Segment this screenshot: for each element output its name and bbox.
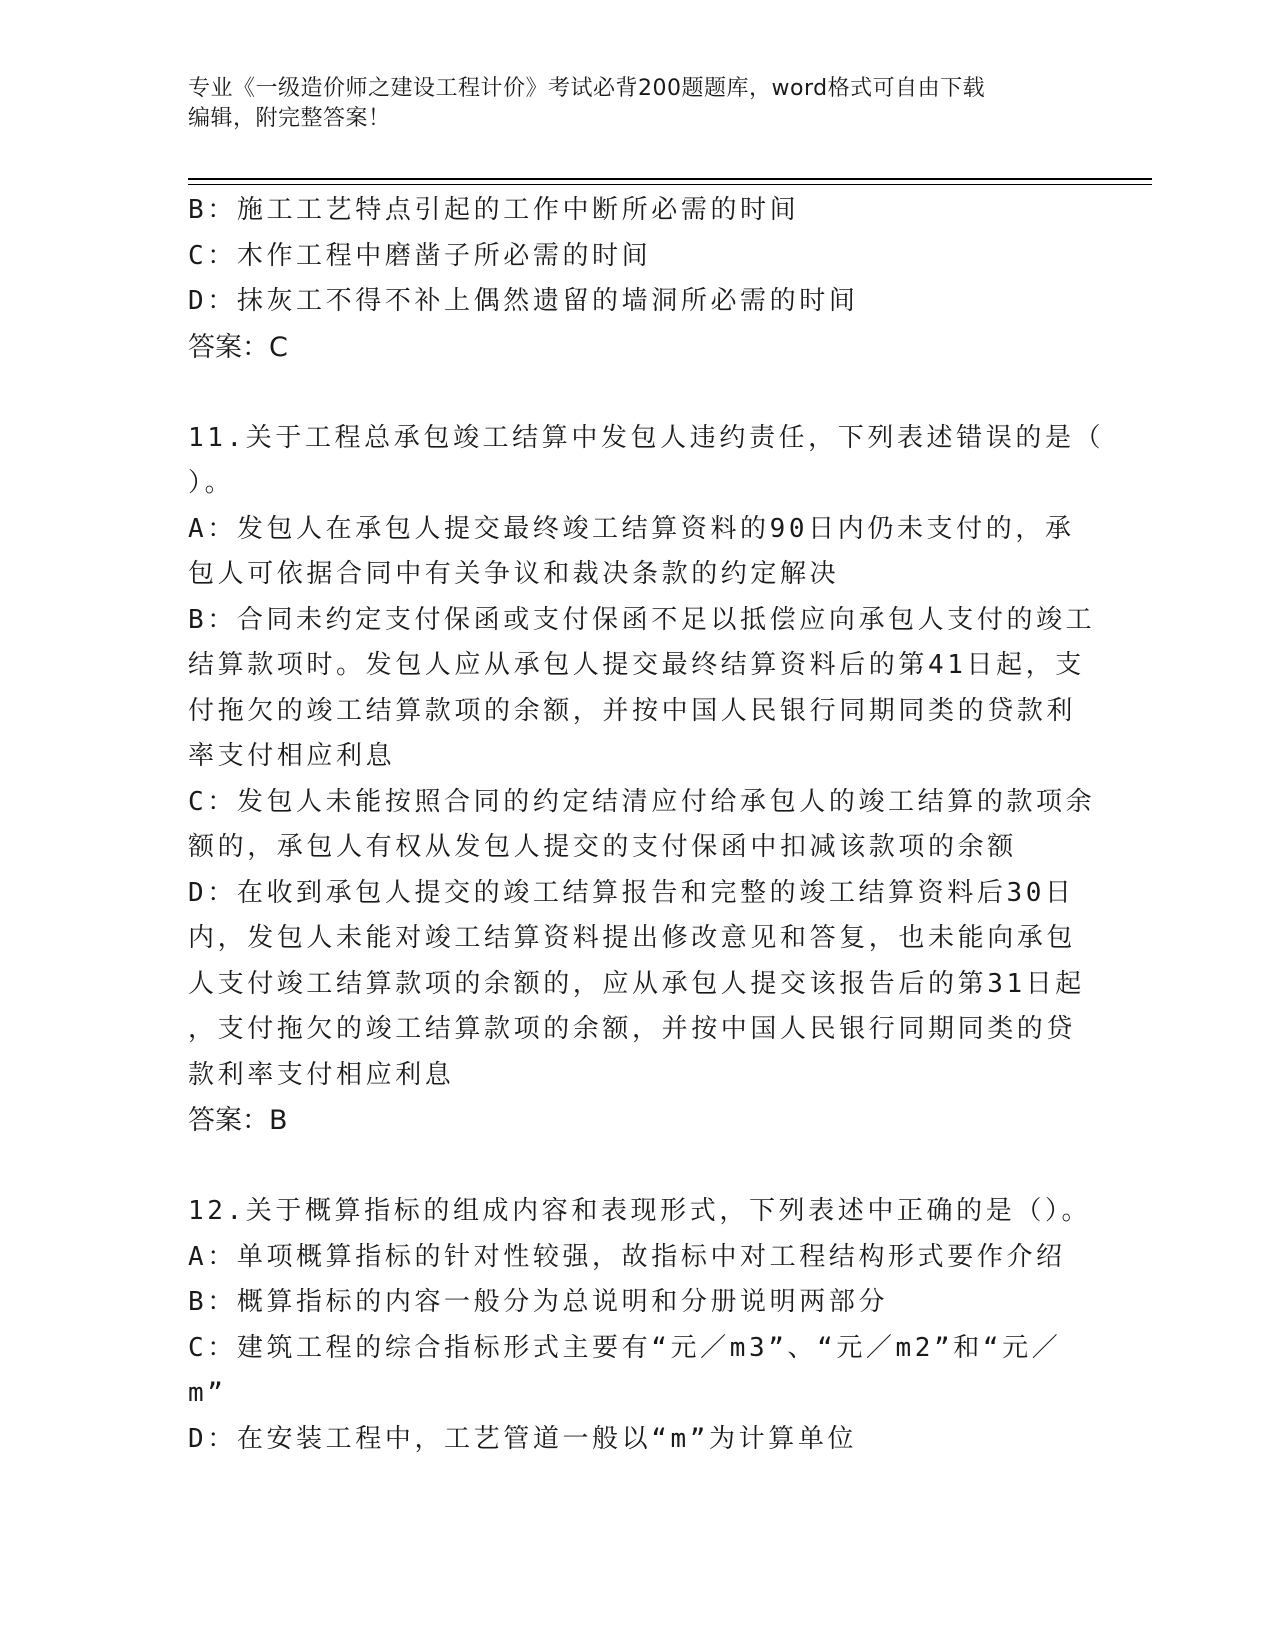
q11-option-d-line-3: 人支付竣工结算款项的余额的，应从承包人提交该报告后的第31日起 [188,968,1085,999]
header-title-line-1: 专业《一级造价师之建设工程计价》考试必背200题题库，word格式可自由下载 [188,76,986,101]
q11-option-b-line-4: 率支付相应利息 [188,741,396,771]
q11-option-c-line-1: C：发包人未能按照合同的约定结清应付给承包人的竣工结算的款项余 [188,786,1096,817]
header-rule-thick [188,178,1152,180]
q12-option-b: B：概算指标的内容一般分为总说明和分册说明两部分 [188,1287,889,1317]
q11-stem-line-1: 11.关于工程总承包竣工结算中发包人违约责任，下列表述错误的是（ [188,422,1105,453]
spacer [188,1144,1068,1190]
q12-option-a: A：单项概算指标的针对性较强，故指标中对工程结构形式要作介绍 [188,1241,1066,1272]
q12-option-d: D：在安装工程中，工艺管道一般以“m”为计算单位 [188,1423,858,1454]
document-body [188,188,1105,1462]
q11-option-d-line-4: ，支付拖欠的竣工结算款项的余额，并按中国人民银行同期同类的贷 [188,1014,1077,1044]
q11-option-b-line-3: 付拖欠的竣工结算款项的余额，并按中国人民银行同期同类的贷款利 [188,695,1077,726]
q12-option-c-line-2: m” [188,1378,227,1408]
q11-option-b-line-2: 结算款项时。发包人应从承包人提交最终结算资料后的第41日起，支 [188,650,1085,680]
page-header [188,74,1068,134]
question-11 [188,416,1105,1144]
q12-stem: 12.关于概算指标的组成内容和表现形式，下列表述中正确的是（）。 [188,1196,1092,1226]
q11-option-d-line-1: D：在收到承包人提交的竣工结算报告和完整的竣工结算资料后30日 [188,877,1075,908]
q11-option-d-line-2: 内，发包人未能对竣工结算资料提出修改意见和答复，也未能向承包 [188,923,1077,953]
q10-option-d: D：抹灰工不得不补上偶然遗留的墙洞所必需的时间 [188,286,859,316]
q10-answer: 答案：C [188,331,288,363]
q11-option-a-line-2: 包人可依据合同中有关争议和裁决条款的约定解决 [188,559,840,589]
q11-stem-line-2: ）。 [188,468,235,498]
q12-option-c-line-1: C：建筑工程的综合指标形式主要有“元／m3”、“元／m2”和“元／ [188,1332,1062,1363]
q11-answer: 答案：B [188,1105,288,1136]
q11-option-b-line-1: B：合同未约定支付保函或支付保函不足以抵偿应向承包人支付的竣工 [188,604,1096,635]
q11-option-c-line-2: 额的，承包人有权从发包人提交的支付保函中扣减该款项的余额 [188,832,1017,862]
header-rule-thin [188,184,1152,185]
q11-option-d-line-5: 款利率支付相应利息 [188,1059,455,1090]
q10-option-c: C：木作工程中磨凿子所必需的时间 [188,240,652,271]
q11-option-a-line-1: A：发包人在承包人提交最终竣工结算资料的90日内仍未支付的，承 [188,513,1075,544]
question-10-continued [188,188,1068,370]
spacer [188,370,1068,416]
question-12 [188,1189,1092,1462]
header-title-line-2: 编辑，附完整答案！ [188,106,391,131]
q10-option-b: B：施工工艺特点引起的工作中断所必需的时间 [188,195,800,225]
